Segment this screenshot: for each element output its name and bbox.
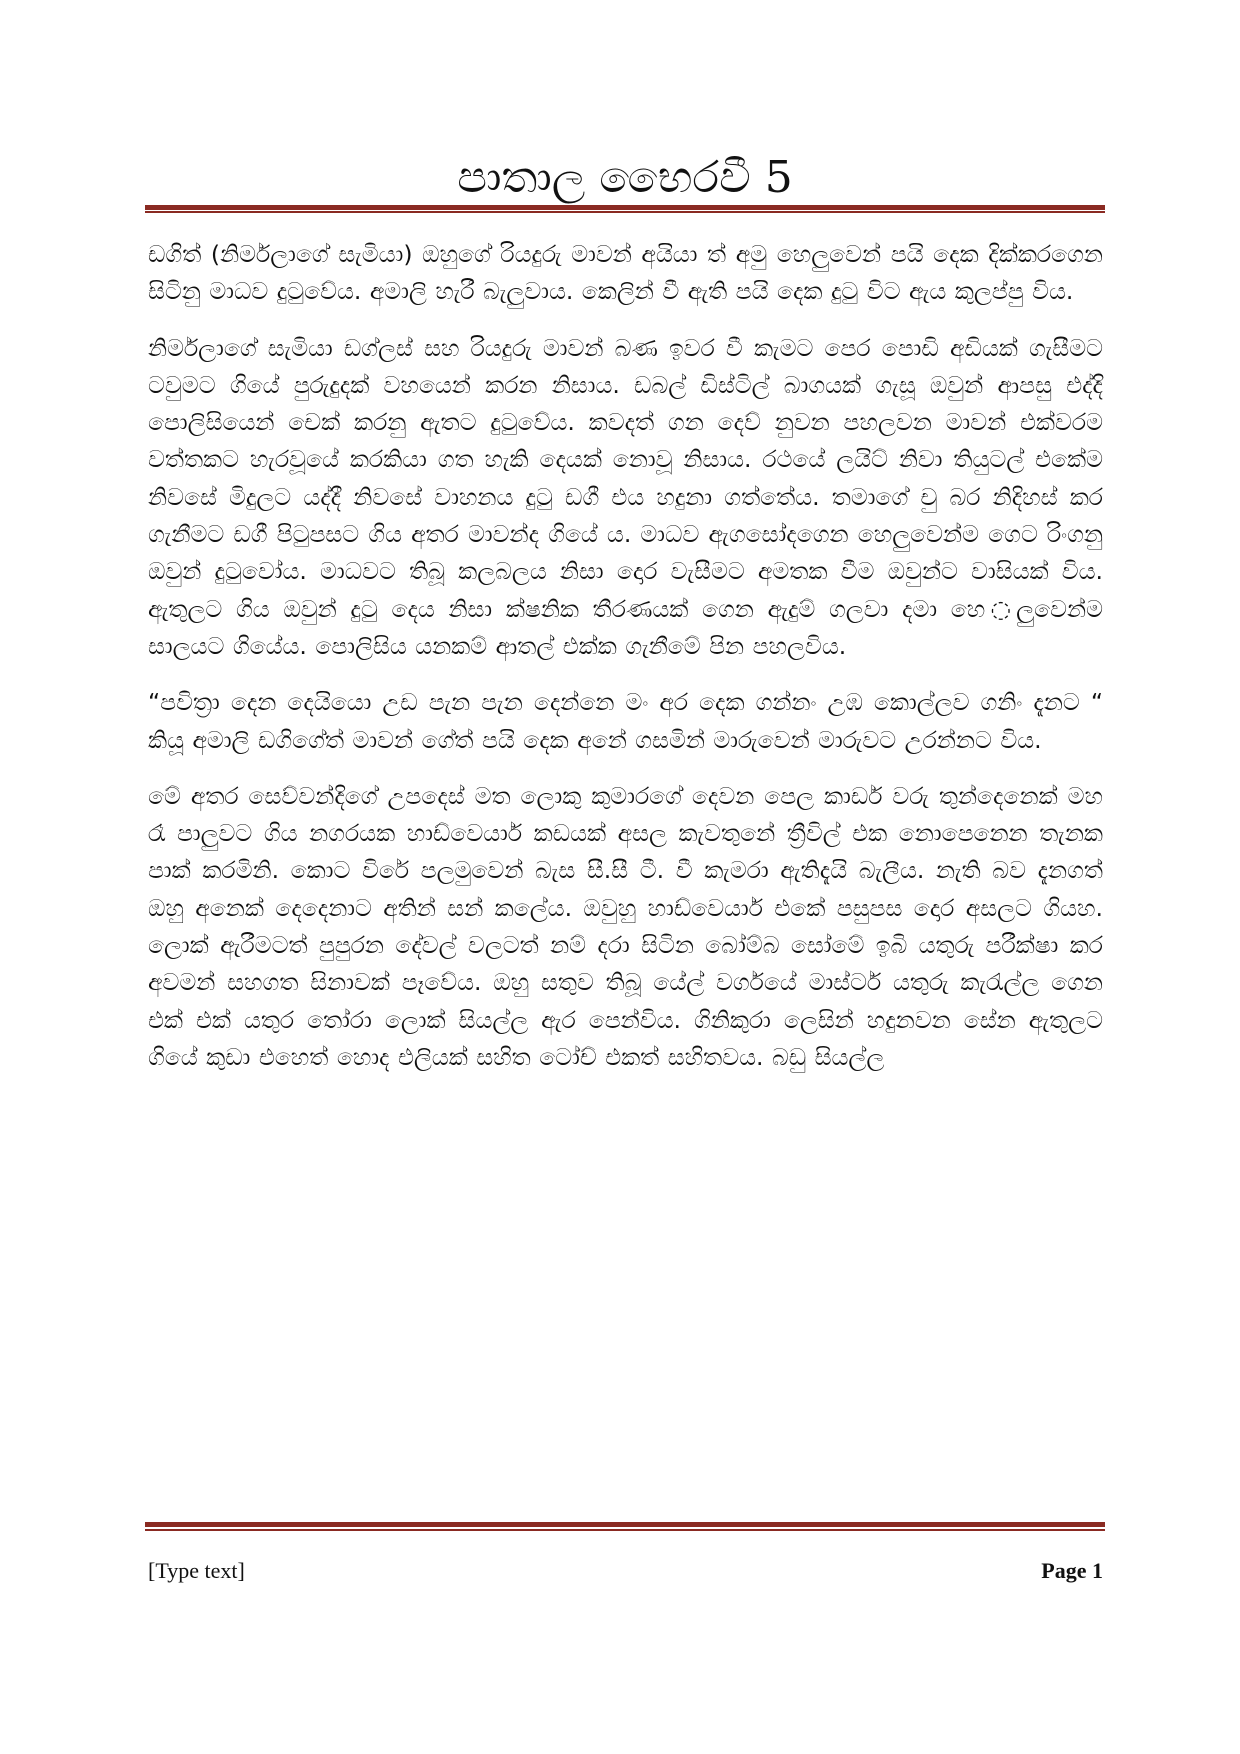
page-number: Page 1 bbox=[1041, 1558, 1103, 1583]
paragraph-2: නිර්මලාගේ සැමියා ඩග්ලස් සහ රියදුරු මාවන් බණ ඉවර වී කැමට පෙර පොඩි අඩියක් ගැසීමට ටවුමට ගියේ පුරුදුදක් වහයෙන් කරන නිසාය. ඩබල් ඩිස්ටිල් බාගයක් ගැසූ ඔවුන් ආපසු එද්දි පොලිසියෙන් චෙක් කරනු ඇතට දුටුවේය. කවදත් ගන දෙව් නුවන පහලවන මාවන් එක්වරම වත්තකට හැරවූයේ කරකියා ගත හැකි දෙයක් නොවූ නිසාය. රථයේ ලයිට් නිවා තියුටල් එකේම නිවසේ මිදුලට යද්දී නිවසේ වාහනය දුටු ඩගී එය හදුනා ගත්තේය. තමාගේ චු බර නිදිහස් කර ගැනීමට ඩගී පිටුපසට ගිය අතර මාවන්ද ගියේ ය. මාධව ඇගසෝදගෙන හෙලුවෙන්ම ගෙට රිංගනු ඔවුන් දුටුවෝය. මාධවට තිබූ කලබලය නිසා දොර වැසීමට අමතක වීම ඔවුන්ට වාසියක් විය. ඇතුලට ගිය ඔවුන් දුටු දෙය නිසා ක්ෂනික තීරණයක් ගෙන ඇදුම් ගලවා දමා හෙ◌ලුවෙන්ම සාලයට ගියේය. පොලිසිය යනකම් ආතල් එක්ක ගැනීමේ පින පහලවිය. bbox=[148, 333, 1103, 660]
body-text bbox=[148, 236, 1103, 1095]
footer-rule-thin bbox=[145, 1529, 1105, 1531]
header-rule-thin bbox=[145, 211, 1105, 213]
page-title: පාතාල භෛරවී 5 bbox=[457, 152, 793, 203]
header-rule-thick bbox=[145, 205, 1105, 210]
paragraph-1: ඩගිත් (නිර්මලාගේ සැමියා) ඔහුගේ රියදුරු මාවන් අයියා ත් අමු හෙලුවෙන් පයි දෙක දික්කරගෙන සිටිනු මාධව දුටුවේය. අමාලි හැරී බැලුවාය. කෙලින් වී ඇති පයි දෙක දුටු විට ඇය කුලප්පු විය. bbox=[148, 240, 1103, 306]
footer-rule-thick bbox=[145, 1522, 1105, 1527]
paragraph-3: “පවිත්‍රා දෙන දෙයියො උඩ පැන පැන දෙන්නෙ මං අර දෙක ගන්නං උඹ කොල්ලව ගනිං දැනට “ කියූ අමාලි ඩගිගේත් මාවන් ගේත් පයි දෙක අනේ ගසමින් මාරුවෙන් මාරුවට උරන්නට විය. bbox=[148, 688, 1103, 754]
paragraph-4: මේ අතර සෙව්වන්දිගේ උපදෙස් මත ලොකු කුමාරගේ දෙවන පෙල කාඩර් වරු තුන්දෙනෙක් මහ රෑ පාලුවට ගිය නගරයක හාඩ්වෙයාර් කඩයක් අසල කැවතුනේ ත්‍රීවිල් එක නොපෙනෙන තැනක පාක් කරමිනි. කොට විරේ පලමුවෙන් බැස සී.සී ටී. වී කැමරා ඇතිදැයි බැලීය. නැති බව දැනගත් ඔහු අනෙක් දෙදෙනාට අතින් සන් කලේය. ඔවුහු හාඩ්වෙයාර් එකේ පසුපස දොර අසලට ගියහ. ලොක් ඇරීමටත් පුපුරන දේවල් වලටත් නම් දරා සිටින බෝම්බ සෝමේ ඉබි යතුරු පරීක්ෂා කර අවමන් සහගත සිනාවක් පෑවේය. ඔහු සතුව තිබූ යේල් වර්ගයේ මාස්ටර් යතුරු කැරැල්ල ගෙන එක් එක් යතුර තෝරා ලොක් සියල්ල ඇර පෙන්විය. ගිනිකුරා ලෙසින් හදුනවන සේන ඇතුලට ගියේ කුඩා එහෙත් හොද එලියක් සහිත ටෝච් එකත් සහිතවය. බඩු සියල්ල bbox=[148, 781, 1103, 1071]
footer-placeholder-text: [Type text] bbox=[148, 1558, 245, 1583]
